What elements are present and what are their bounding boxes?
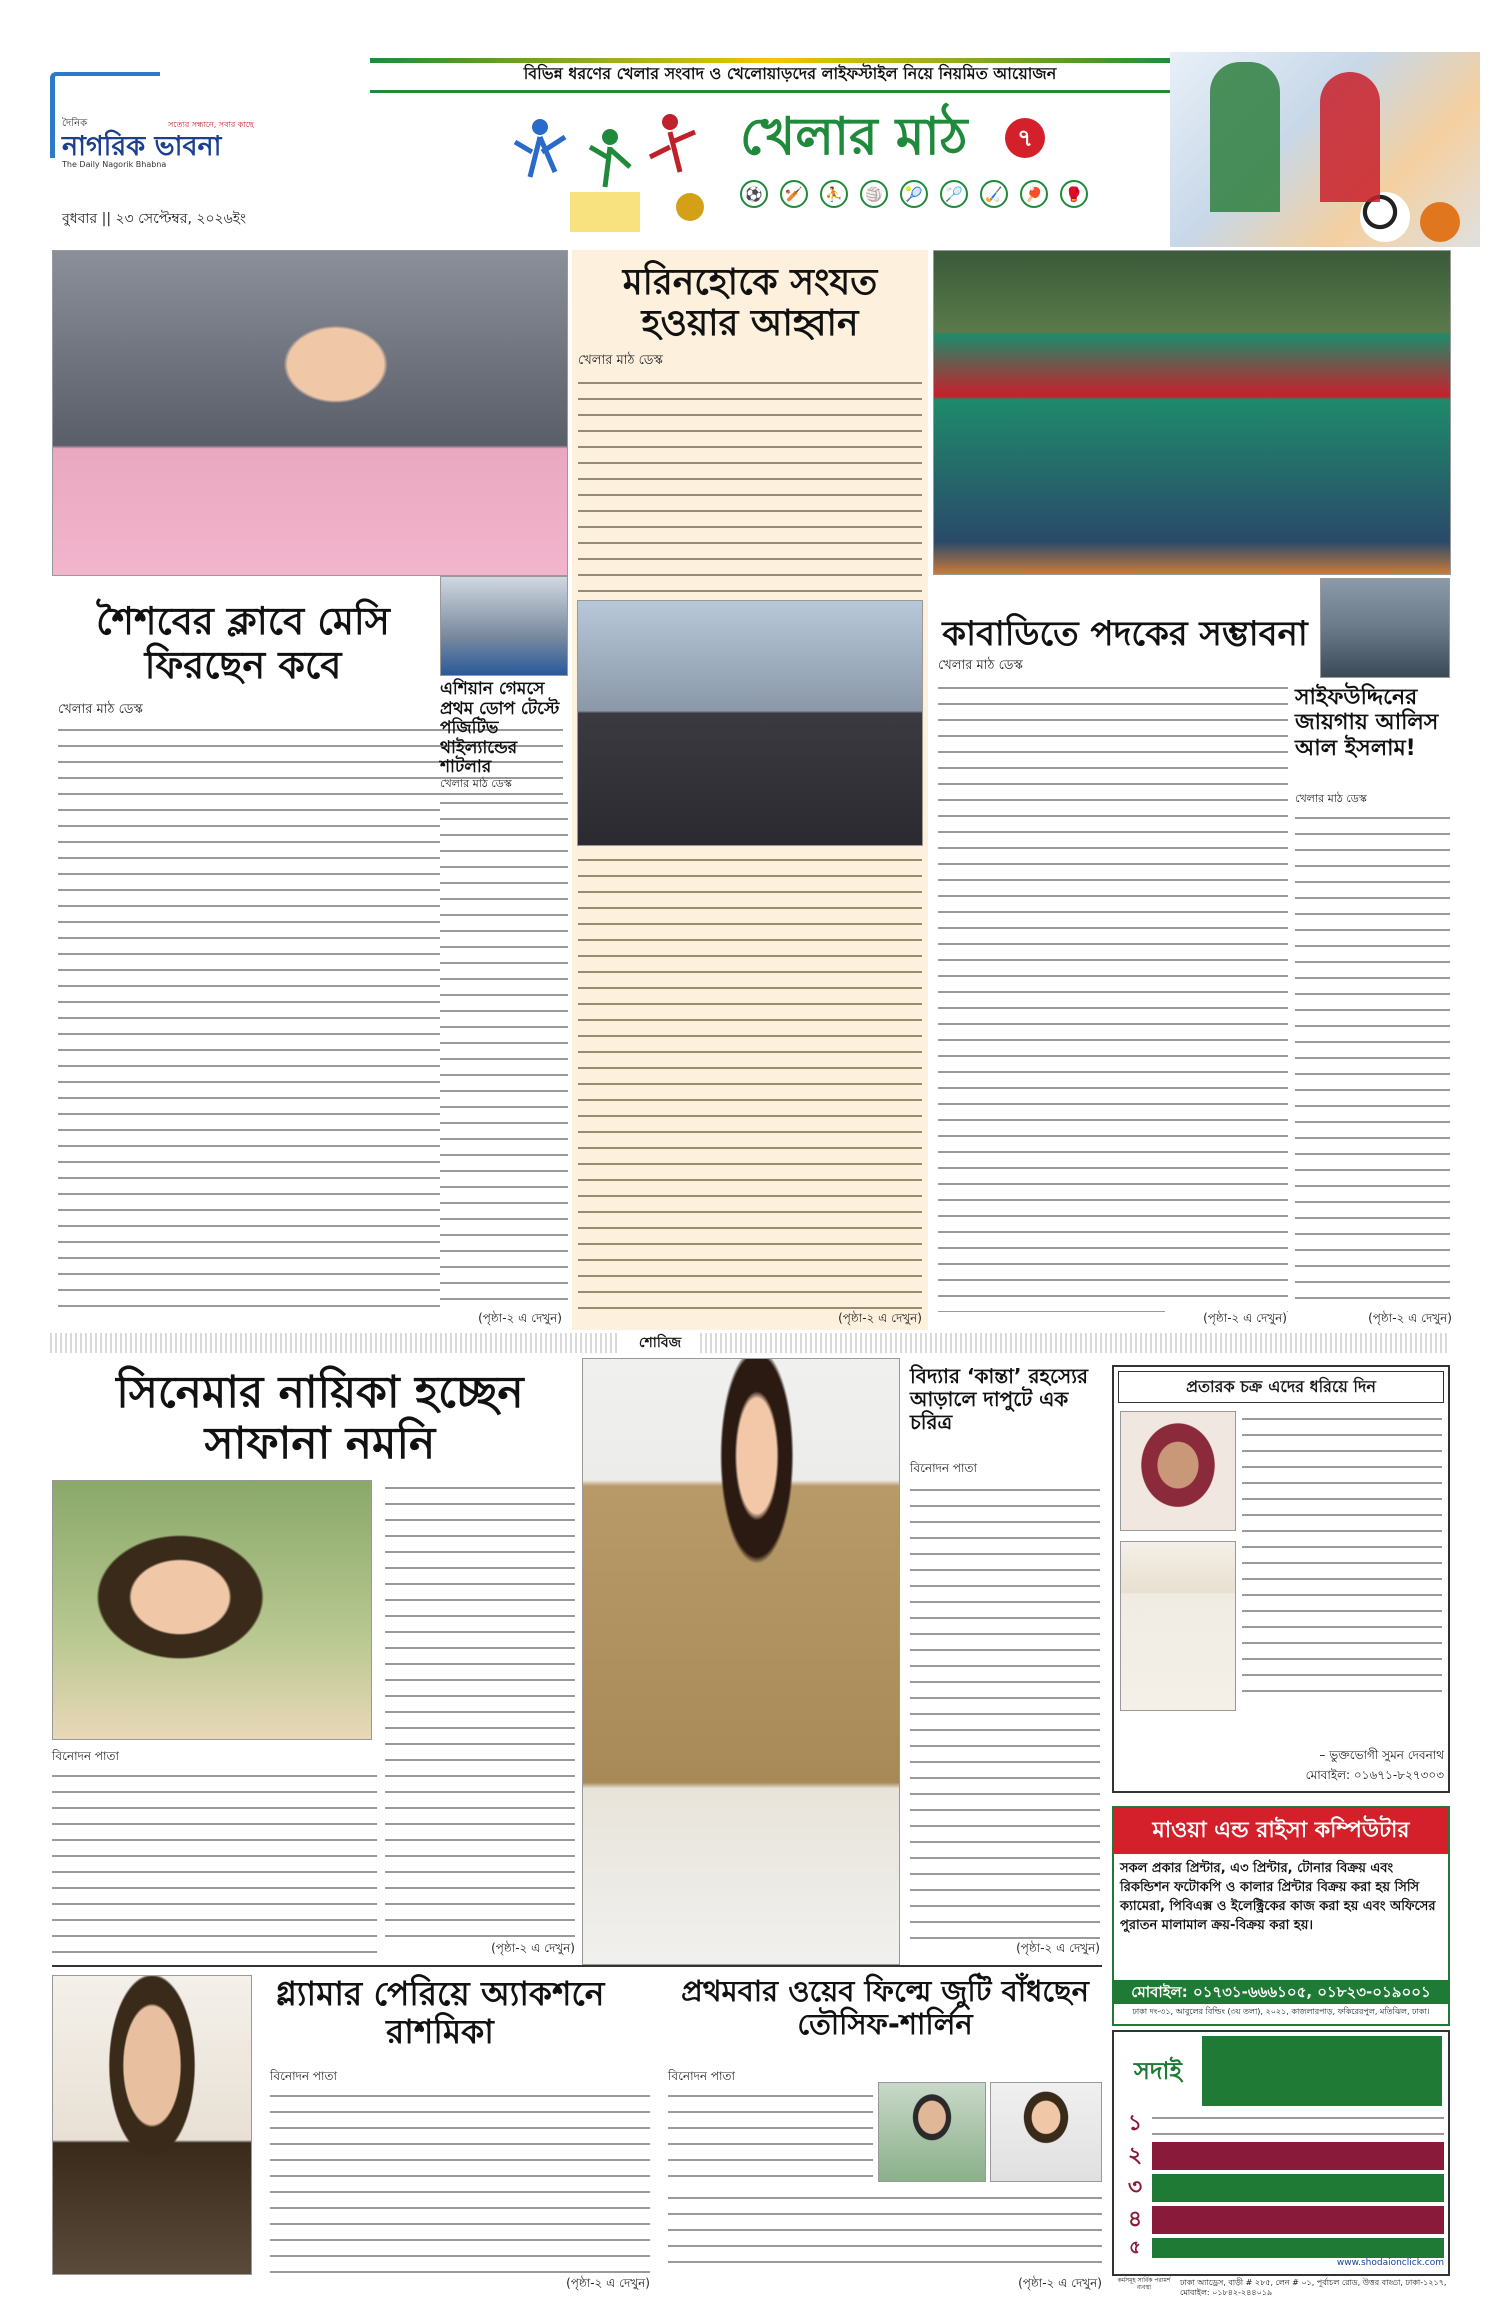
tousif-body-bottom [668,2190,1102,2275]
shodai-item-1 [1118,2110,1444,2138]
computer-ad-address: ঢাকা দং-৩১, আবুলের বিল্ডিং (৩য় তলা), ২০২১, কাজলারপাড়, ফকিরেরপুল, মতিঝিল, ঢাকা। [1132,2007,1430,2016]
mourinho-photo [577,600,923,846]
mourinho-body-bottom [578,852,922,1312]
basketball-icon: ⛹ [820,180,848,208]
kabaddi-desk: খেলার মাঠ ডেস্ক [938,658,1023,673]
sharlin-photo [990,2082,1102,2182]
bidya-desk: বিনোদন পাতা [910,1461,977,1475]
rashmika-photo [52,1975,252,2275]
safana-desk: বিনোদন পাতা [52,1749,119,1763]
showbiz-label: শোবিজ [620,1333,700,1353]
issue-date: বুধবার || ২৩ সেপ্টেম্বর, ২০২৬ইং [62,211,247,227]
badminton-desk: খেলার মাঠ ডেস্ক [440,777,512,790]
mourinho-desk: খেলার মাঠ ডেস্ক [578,353,663,368]
fraud-notice-box [1112,1365,1450,1793]
shodai-footer-left: কর্মসমূহ সার্বিক পরামর্শ ব্যবস্থা [1117,2277,1171,2291]
messi-continued: (পৃষ্ঠা-২ এ দেখুন) [440,1310,562,1330]
shodai-logo: সদাই [1134,2057,1182,2085]
shodai-number-1: ১ [1118,2110,1152,2138]
tousif-desk: বিনোদন পাতা [668,2069,735,2083]
fraud-signature: – ভুক্তভোগী সুমন দেবনাথ [1319,1748,1444,1762]
header-banner: বিভিন্ন ধরণের খেলার সংবাদ ও খেলোয়াড়দের লাইফস্টাইল নিয়ে নিয়মিত আয়োজন [523,64,1057,83]
bidya-photo [582,1358,900,1965]
shodai-number-5: ৫ [1118,2238,1152,2258]
computer-ad-title: মাওয়া এন্ড রাইসা কম্পিউটার [1114,1808,1448,1854]
rashmika-continued: (পৃষ্ঠা-২ এ দেখুন) [530,2275,650,2295]
mourinho-continued: (পৃষ্ঠা-২ এ দেখুন) [800,1310,922,1330]
shodai-text-1 [1152,2110,1444,2138]
tousif-body-left [668,2088,873,2188]
masthead [50,52,1480,247]
brand-tagline: সত্যের সন্ধানে, সবার কাছে [168,120,254,129]
messi-headline: শৈশবের ক্লাবে মেসি ফিরছেন কবে [96,599,390,687]
tousif-headline: প্রথমবার ওয়েব ফিল্মে জুটি বাঁধছেন তৌসিফ-শার্লিন [681,1974,1089,2042]
rashmika-headline: গ্ল্যামার পেরিয়ে অ্যাকশনে রাশমিকা [275,1974,605,2051]
shodai-intro [1202,2036,1442,2106]
alis-desk: খেলার মাঠ ডেস্ক [1295,792,1367,805]
showbiz-bar [50,1333,1450,1353]
fraud-title-bar [1118,1371,1444,1403]
nid-card-image [1120,1541,1236,1711]
tousif-photo [878,2082,986,2182]
mourinho-body-top [578,375,922,595]
shodai-text-3 [1152,2174,1444,2202]
hockey-icon: 🏑 [980,180,1008,208]
showbiz-divider [52,1965,1102,1967]
shodai-item-3 [1118,2174,1444,2202]
sports-silhouettes-illustration [480,97,730,237]
shodai-number-2: ২ [1118,2142,1152,2170]
safana-continued: (পৃষ্ঠা-২ এ দেখুন) [455,1940,575,1960]
kabaddi-headline: কাবাডিতে পদকের সম্ভাবনা [942,614,1308,654]
kabaddi-player-photo [1320,578,1450,678]
messi-photo [52,250,568,576]
alis-body [1295,810,1450,1310]
brand-small: দৈনিক [62,118,88,129]
section-title: খেলার মাঠ [740,107,968,167]
shodai-number-3: ৩ [1118,2174,1152,2202]
computer-ad-body: সকল প্রকার প্রিন্টার, এ৩ প্রিন্টার, টোনার বিক্রয় এবং রিকন্ডিশন ফটোকপি ও কালার প্রিন্টার বিক্রয় করা হয় সিসি ক্যামেরা, পিবিএক্স ও ইলেক্ট্রিকের কাজ করা হয় এবং অফিসের পুরাতন মালামাল ক্রয়-বিক্রয় করা হয়। [1120,1861,1436,1933]
sport-icons-row [740,180,1160,208]
safana-body-left [52,1768,377,1958]
shodai-text-5 [1152,2238,1444,2258]
cricketer-figure [1210,62,1280,212]
fraud-suspect-photo [1120,1411,1236,1531]
brand-english: The Daily Nagorik Bhabna [62,160,167,169]
header-ribbon-bottom [370,90,1180,93]
shodai-item-4 [1118,2206,1444,2234]
rashmika-body [270,2088,650,2273]
basketball-ball-icon [1420,202,1460,242]
safana-photo [52,1480,372,1740]
footballer-figure [1320,72,1380,202]
computer-ad [1112,1806,1450,2026]
mourinho-headline: মরিনহোকে সংযত হওয়ার আহ্বান [622,262,878,345]
fraud-title-main: প্রতারক চক্র [1186,1376,1263,1396]
shodai-item-5 [1118,2238,1444,2258]
table-tennis-icon: 🏓 [1020,180,1048,208]
badminton-icon: 🏸 [940,180,968,208]
bidya-body [910,1482,1100,1940]
bidya-continued: (পৃষ্ঠা-২ এ দেখুন) [980,1940,1100,1960]
shodai-text-4 [1152,2206,1444,2234]
shodai-website: www.shodaionclick.com [1336,2258,1444,2268]
kabaddi-team-photo [933,250,1451,575]
shodai-footer: ঢাকা অ্যাড্রেস, বাড়ী # ২৮৫, লেন # ০১, পূর্বাচল রোড, উত্তর বাড্ডা, ঢাকা-১২১৭, মোবাইল: ০১৮৪২-২৪৪০১৯ [1180,2278,1447,2297]
athletes-collage [1170,52,1480,247]
kabaddi-body [938,680,1288,1312]
safana-body-right [385,1480,575,1940]
tennis-icon: 🎾 [900,180,928,208]
rashmika-desk: বিনোদন পাতা [270,2069,337,2083]
tousif-continued: (পৃষ্ঠা-২ এ দেখুন) [982,2275,1102,2295]
safana-headline: সিনেমার নায়িকা হচ্ছেন সাফানা নমনি [116,1367,524,1469]
kabaddi-continued: (পৃষ্ঠা-২ এ দেখুন) [1165,1310,1287,1330]
bidya-headline: বিদ্যার ‘কান্তা’ রহস্যের আড়ালে দাপুটে এক চরিত্র [910,1364,1089,1434]
boxing-icon: 🥊 [1060,180,1088,208]
fraud-title-sub: এদের ধরিয়ে দিন [1268,1376,1376,1396]
fraud-description [1242,1411,1442,1701]
football-icon: ⚽ [740,180,768,208]
shodai-item-2 [1118,2142,1444,2170]
shodai-text-2 [1152,2142,1444,2170]
cricket-icon: 🏏 [780,180,808,208]
fraud-mobile: মোবাইল: ০১৬৭১-৮২৭৩০৩ [1305,1768,1444,1782]
computer-ad-mobile: মোবাইল: ০১৭৩১-৬৬৬১০৫, ০১৮২৩-০১৯০০১ [1114,1980,1448,2004]
badminton-headline: এশিয়ান গেমসে প্রথম ডোপ টেস্টে পজিটিভ থাইল্যান্ডের শাটলার [440,679,560,778]
badminton-body [440,795,568,1310]
brand-name: নাগরিক ভাবনা [62,131,222,162]
page-number: ৭ [1005,118,1045,158]
alis-headline: সাইফউদ্দিনের জায়গায় আলিস আল ইসলাম! [1295,685,1439,761]
badminton-photo [440,576,568,676]
messi-desk: খেলার মাঠ ডেস্ক [58,702,143,717]
alis-continued: (পৃষ্ঠা-২ এ দেখুন) [1330,1310,1452,1330]
volleyball-icon: 🏐 [860,180,888,208]
shodai-ad [1112,2030,1450,2276]
shodai-number-4: ৪ [1118,2206,1152,2234]
